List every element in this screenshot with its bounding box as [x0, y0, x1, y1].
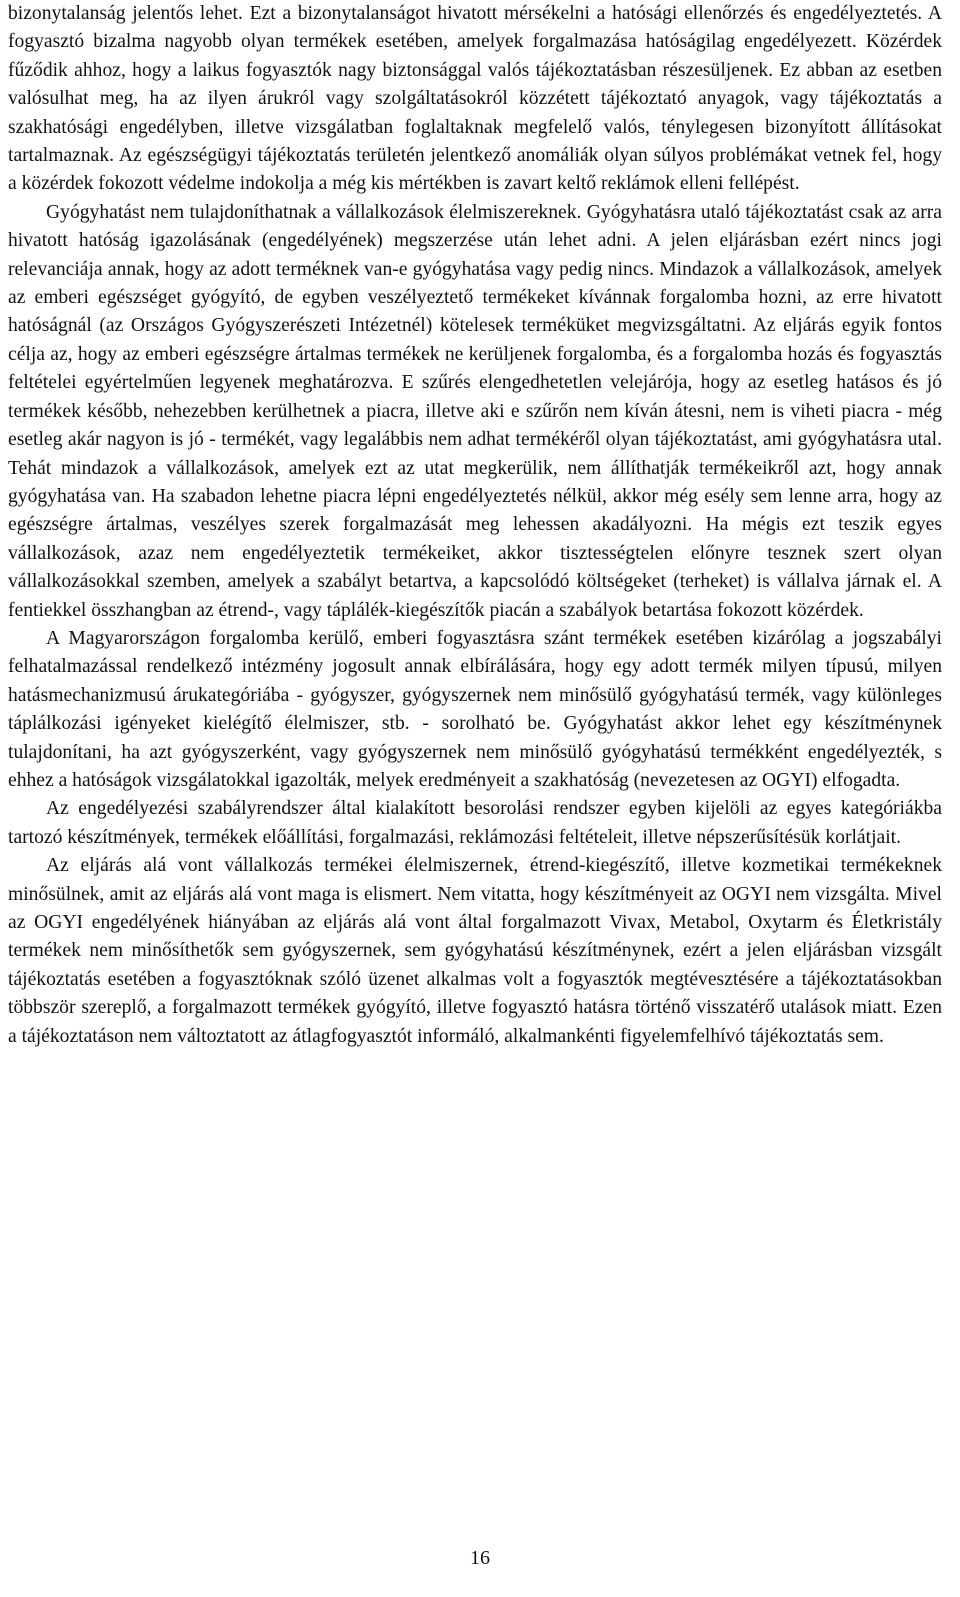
paragraph-4: Az engedélyezési szabályrendszer által kialakított besorolási rendszer egyben kijelöli az egyes kategóriákba tartozó készítmények, termékek előállítási, forgalmazási, reklámozási feltételeit, illetve népszerűsítésük korlátjait.: [8, 798, 942, 848]
paragraph-2: Gyógyhatást nem tulajdoníthatnak a vállalkozások élelmiszereknek. Gyógyhatásra utaló tájékoztatást csak az arra hivatott hatóság igazolásának (engedélyének) megszerzése után lehet adni. A jelen eljárásban ezért nincs jogi relevanciája annak, hogy az adott terméknek van-e gyógyhatása vagy pedig nincs. Mindazok a vállalkozások, amelyek az emberi egészséget gyógyító, de egyben veszélyeztető termékeket kívánnak forgalomba hozni, az erre hivatott hatóságnál (az Országos Gyógyszerészeti Intézetnél) kötelesek terméküket megvizsgáltatni. Az eljárás egyik fontos célja az, hogy az emberi egészségre ártalmas termékek ne kerüljenek forgalomba, és a forgalomba hozás és fogyasztás feltételei egyértelműen legyenek meghatározva. E szűrés elengedhetetlen velejárója, hogy az esetleg hatásos és jó termékek később, nehezebben kerülhetnek a piacra, illetve aki e szűrőn nem kíván átesni, nem is viheti piacra - még esetleg akár nagyon is jó - termékét, vagy legalábbis nem adhat termékéről olyan tájékoztatást, ami gyógyhatásra utal. Tehát mindazok a vállalkozások, amelyek ezt az utat megkerülik, nem állíthatják termékeikről azt, hogy annak gyógyhatása van. Ha szabadon lehetne piacra lépni engedélyeztetés nélkül, akkor még esély sem lenne arra, hogy az egészségre ártalmas, veszélyes szerek forgalmazását meg lehessen akadályozni. Ha mégis ezt teszik egyes vállalkozások, azaz nem engedélyeztetik termékeiket, akkor tisztességtelen előnyre tesznek szert olyan vállalkozásokkal szemben, amelyek a szabályt betartva, a kapcsolódó költségeket (terheket) is vállalva járnak el. A fentiekkel összhangban az étrend-, vagy táplálék-kiegészítők piacán a szabályok betartása fokozott közérdek.: [8, 201, 942, 621]
page-number: 16: [470, 1547, 490, 1569]
paragraph-1: bizonytalanság jelentős lehet. Ezt a bizonytalanságot hivatott mérsékelni a hatósági ellenőrzés és engedélyeztetés. A fogyasztó bizalma nagyobb olyan termékek esetében, amelyek forgalmazása hatóságilag engedélyezett. Közérdek fűződik ahhoz, hogy a laikus fogyasztók nagy biztonsággal valós tájékoztatásban részesüljenek. Ez abban az esetben valósulhat meg, ha az ilyen árukról vagy szolgáltatásokról közzétett tájékoztató anyagok, vagy tájékoztatás a szakhatósági engedélyben, illetve vizsgálatban foglaltaknak megfelelő valós, ténylegesen bizonyított állításokat tartalmaznak. Az egészségügyi tájékoztatás területén jelentkező anomáliák olyan súlyos problémákat vetnek fel, hogy a közérdek fokozott védelme indokolja a még kis mértékben is zavart keltő reklámok elleni fellépést.: [8, 3, 942, 195]
paragraph-5: Az eljárás alá vont vállalkozás termékei élelmiszernek, étrend-kiegészítő, illetve kozmetikai termékeknek minősülnek, amit az eljárás alá vont maga is elismert. Nem vitatta, hogy készítményeit az OGYI nem vizsgálta. Mivel az OGYI engedélyének hiányában az eljárás alá vont által forgalmazott Vivax, Metabol, Oxytarm és Életkristály termékek nem minősíthetők sem gyógyszernek, sem gyógyhatású készítménynek, ezért a jelen eljárásban vizsgált tájékoztatás esetében a fogyasztóknak szóló üzenet alkalmas volt a fogyasztók megtévesztésére a tájékoztatásokban többször szereplő, a forgalmazott termékek gyógyító, illetve fogyasztó hatásra történő visszatérő utalások miatt. Ezen a tájékoztatáson nem változtatott az átlagfogyasztót informáló, alkalmankénti figyelemfelhívó tájékoztatás sem.: [8, 855, 942, 1047]
paragraph-3: A Magyarországon forgalomba kerülő, emberi fogyasztásra szánt termékek esetében kizárólag a jogszabályi felhatalmazással rendelkező intézmény jogosult annak elbírálására, hogy egy adott termék milyen típusú, milyen hatásmechanizmusú árukategóriába - gyógyszer, gyógyszernek nem minősülő gyógyhatású termék, vagy különleges táplálkozási igényeket kielégítő élelmiszer, stb. - sorolható be. Gyógyhatást akkor lehet egy készítménynek tulajdonítani, ha azt gyógyszerként, vagy gyógyszernek nem minősülő gyógyhatású termékként engedélyezték, s ehhez a hatóságok vizsgálatokkal igazolták, melyek eredményeit a szakhatóság (nevezetesen az OGYI) elfogadta.: [8, 627, 942, 791]
document-page: [8, 0, 942, 1051]
